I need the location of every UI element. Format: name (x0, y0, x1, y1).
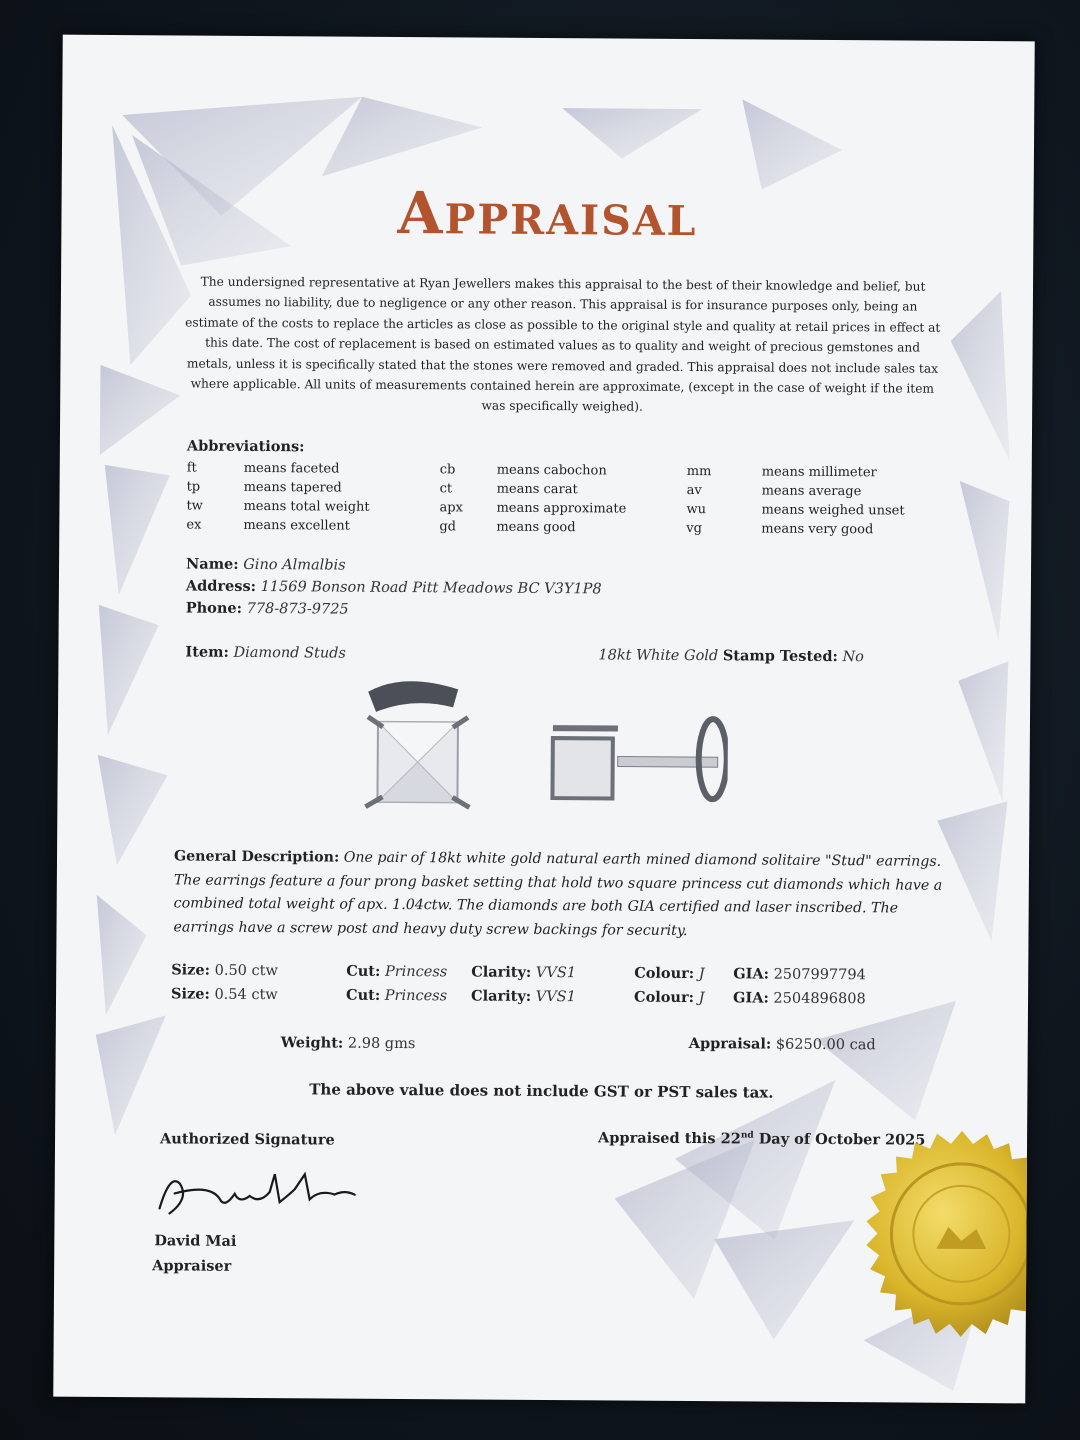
abbreviation-row: tp means tapered ct means carat av means average (186, 479, 862, 500)
abbreviation-row: tw means total weight apx means approximate wu means weighed unset (186, 498, 905, 519)
general-description: General Description: One pair of 18kt white gold natural earth mined diamond solitaire "Stud" earrings. The earrings feature a four prong basket setting that hold two square princess cut diamonds which have a combined total weight of apx. 1.04ctw. The diamonds are both GIA certified and laser inscribed. The earrings have a screw post and heavy duty screw backings for security. (173, 848, 943, 939)
intro-paragraph: The undersigned representative at Ryan Jewellers makes this appraisal to the best of their knowledge and belief, but assumes no liability, due to negligence or any other reason. This appraisal is for insurance purposes only, being an estimate of the costs to replace the articles as close as possible to the original style and quality at retail prices in effect at this date. The cost of replacement is based on estimated values as to quality and weight of precious gemstones and metals, unless it is specifically stated that the stones were removed and graded. This appraisal does not include sales tax where applicable. All units of measurements contained herein are approximate, (except in the case of weight if the item was specifically weighed). (185, 274, 941, 415)
tax-note: The above value does not include GST or PST sales tax. (309, 1080, 774, 1102)
abbreviation-row: ex means excellent gd means good vg means very good (186, 517, 874, 538)
stone-2-gia: GIA: 2504896808 (732, 989, 866, 1008)
document-title: Appraisal (397, 178, 698, 250)
gold-seal (856, 1128, 1035, 1339)
customer-address: Address: 11569 Bonson Road Pitt Meadows BC V3Y1P8 (185, 577, 602, 598)
earring-front-view (365, 681, 470, 808)
stone-1-clarity: Clarity: VVS1 (471, 963, 577, 982)
customer-name: Name: Gino Almalbis (186, 555, 346, 574)
handwritten-signature (149, 1163, 369, 1225)
stone-2-size: Size: 0.54 ctw (171, 985, 278, 1004)
stone-1-colour: Colour: J (634, 964, 705, 983)
appraisal-value: Appraisal: $6250.00 cad (688, 1035, 876, 1054)
abbreviations-heading: Abbreviations: (186, 437, 305, 456)
metal-stamp-field: 18kt White Gold Stamp Tested: No (598, 647, 864, 666)
appraiser-title: Appraiser (152, 1257, 232, 1275)
stone-2-colour: Colour: J (634, 988, 705, 1007)
stone-2-cut: Cut: Princess (346, 986, 448, 1005)
earrings-photo (327, 666, 728, 839)
appraisal-date: Appraised this 22nd Day of October 2025 (598, 1129, 926, 1149)
appraisal-certificate (53, 35, 1034, 1404)
total-weight: Weight: 2.98 gms (280, 1034, 416, 1053)
signature-label: Authorized Signature (160, 1130, 335, 1149)
stone-2-clarity: Clarity: VVS1 (471, 987, 576, 1006)
appraiser-name: David Mai (154, 1232, 237, 1250)
item-field: Item: Diamond Studs (185, 643, 346, 662)
customer-phone: Phone: 778-873-9725 (185, 599, 349, 618)
stone-1-size: Size: 0.50 ctw (171, 961, 278, 980)
stone-1-gia: GIA: 2507997794 (733, 965, 866, 984)
stone-1-cut: Cut: Princess (346, 962, 448, 981)
abbreviation-row: ft means faceted cb means cabochon mm means millimeter (186, 460, 877, 481)
